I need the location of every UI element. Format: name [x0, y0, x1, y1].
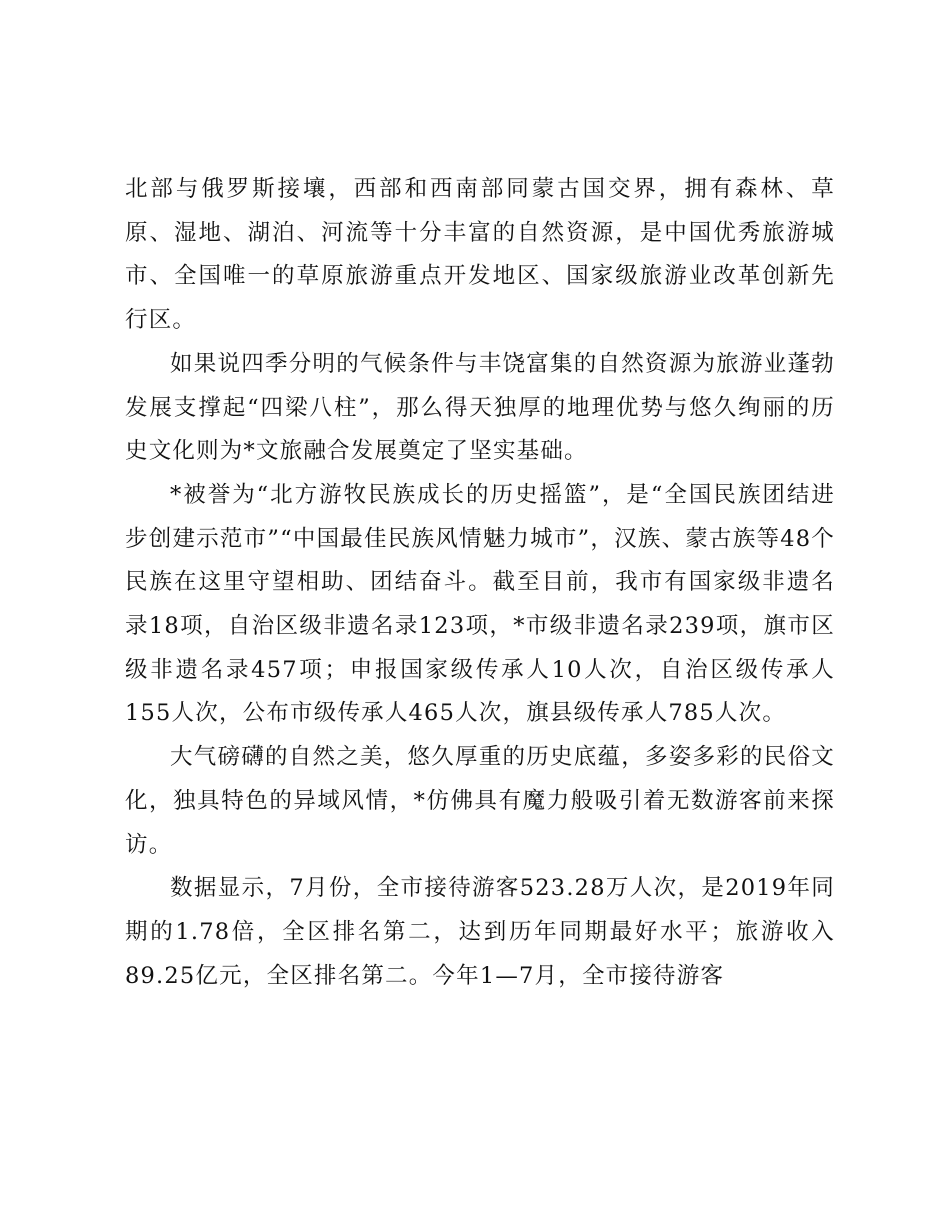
paragraph-tourism-statistics: 数据显示，7月份，全市接待游客523.28万人次，是2019年同期的1.78倍，全区排名第二，达到历年同期最好水平；旅游收入89.25亿元，全区排名第二。今年1—7月，全市接待游客 — [125, 875, 835, 989]
paragraph-ethnic-heritage: *被誉为“北方游牧民族成长的历史摇篮”，是“全国民族团结进步创建示范市”“中国最佳民族风情魅力城市”，汉族、蒙古族等48个民族在这里守望相助、团结奋斗。截至目前，我市有国家级非遗名录18项，自治区级非遗名录123项，*市级非遗名录239项，旗市区级非遗名录457项；申报国家级传承人10人次，自治区级传承人155人次，公布市级传承人465人次，旗县级传承人785人次。 — [125, 481, 835, 727]
paragraph-attractions: 大气磅礴的自然之美，悠久厚重的历史底蕴，多姿多彩的民俗文化，独具特色的异域风情，*仿佛具有魔力般吸引着无数游客前来探访。 — [125, 744, 835, 858]
paragraph-continued-geography: 北部与俄罗斯接壤，西部和西南部同蒙古国交界，拥有森林、草原、湿地、湖泊、河流等十分丰富的自然资源，是中国优秀旅游城市、全国唯一的草原旅游重点开发地区、国家级旅游业改革创新先行区。 — [125, 176, 835, 334]
document-body — [125, 168, 835, 998]
paragraph-culture-tourism-foundation: 如果说四季分明的气候条件与丰饶富集的自然资源为旅游业蓬勃发展支撑起“四梁八柱”，那么得天独厚的地理优势与悠久绚丽的历史文化则为*文旅融合发展奠定了坚实基础。 — [125, 350, 835, 465]
